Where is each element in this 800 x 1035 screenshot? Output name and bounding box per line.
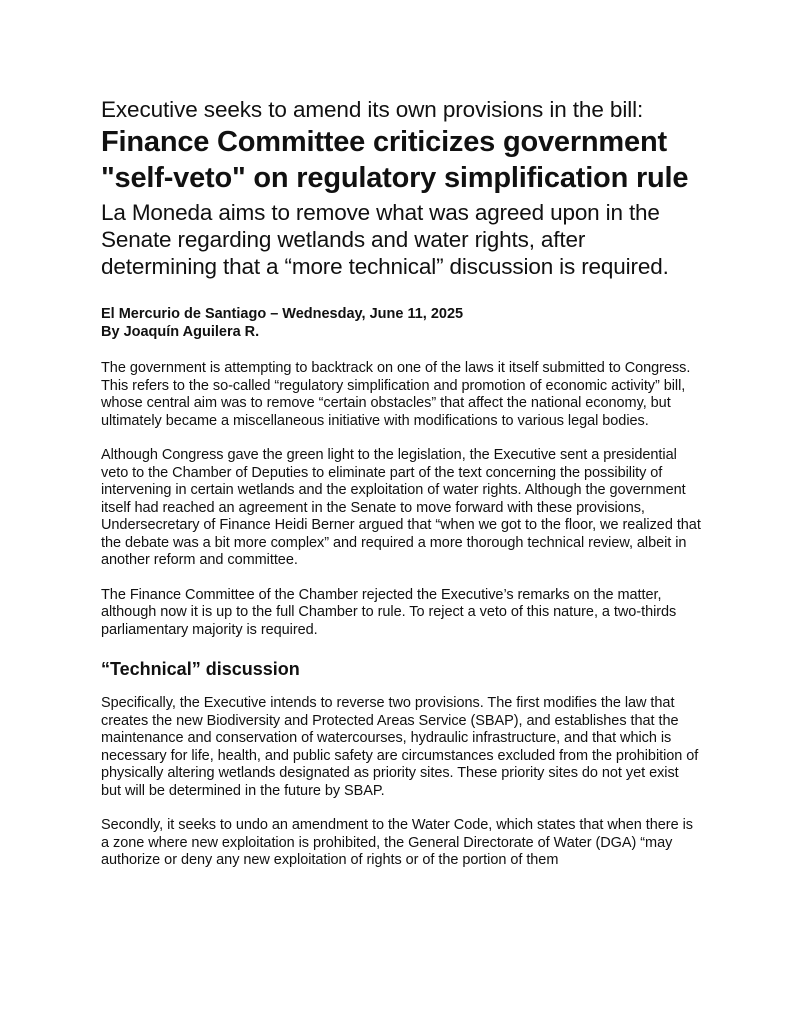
body-paragraph: Secondly, it seeks to undo an amendment to the Water Code, which states that when there is a zone where new exploitation is prohibited, the General Directorate of Water (DGA) “may authorize or deny any new exploitation of rights or of the portion of them [101,817,693,868]
body-paragraph: Specifically, the Executive intends to reverse two provisions. The first modifies the law that creates the new Biodiversity and Protected Areas Service (SBAP), and establishes that the maintenance and conservation of watercourses, hydraulic infrastructure, and that which is necessary for life, health, and public safety are circumstances excluded from the prohibition of physically altering wetlands designated as priority sites. These priority sites do not yet exist but will be determined in the future by SBAP. [101,695,699,799]
article-headline: Finance Committee criticizes government "self-veto" on regulatory simplification rule [101,126,689,194]
article-subheadline: La Moneda aims to remove what was agreed upon in the Senate regarding wetlands and water rights, after determining that a “more technical” discussion is required. [101,200,669,279]
article-dateline: El Mercurio de Santiago – Wednesday, June 11, 2025 [101,306,464,322]
body-paragraph: The government is attempting to backtrack on one of the laws it itself submitted to Congress. This refers to the so-called “regulatory simplification and promotion of economic activity” bill, whose central aim was to remove “certain obstacles” that affect the national economy, but ultimately became a miscellaneous initiative with modifications to various legal bodies. [101,360,691,429]
section-heading: “Technical” discussion [101,659,300,679]
article-author: By Joaquín Aguilera R. [101,324,260,340]
article-kicker: Executive seeks to amend its own provisions in the bill: [101,97,644,122]
body-paragraph: The Finance Committee of the Chamber rejected the Executive’s remarks on the matter, although now it is up to the full Chamber to rule. To reject a veto of this nature, a two-thirds parliamentary majority is required. [101,586,677,638]
body-paragraph: Although Congress gave the green light to the legislation, the Executive sent a presidential veto to the Chamber of Deputies to eliminate part of the text concerning the possibility of intervening in certain wetlands and the exploitation of water rights. Although the government itself had reached an agreement in the Senate to move forward with these provisions, Undersecretary of Finance Heidi Berner argued that “when we got to the floor, we realized that the debate was a bit more complex” and required a more thorough technical review, albeit in another reform and committee. [101,447,701,568]
byline-block [101,305,701,341]
news-article [101,96,701,870]
